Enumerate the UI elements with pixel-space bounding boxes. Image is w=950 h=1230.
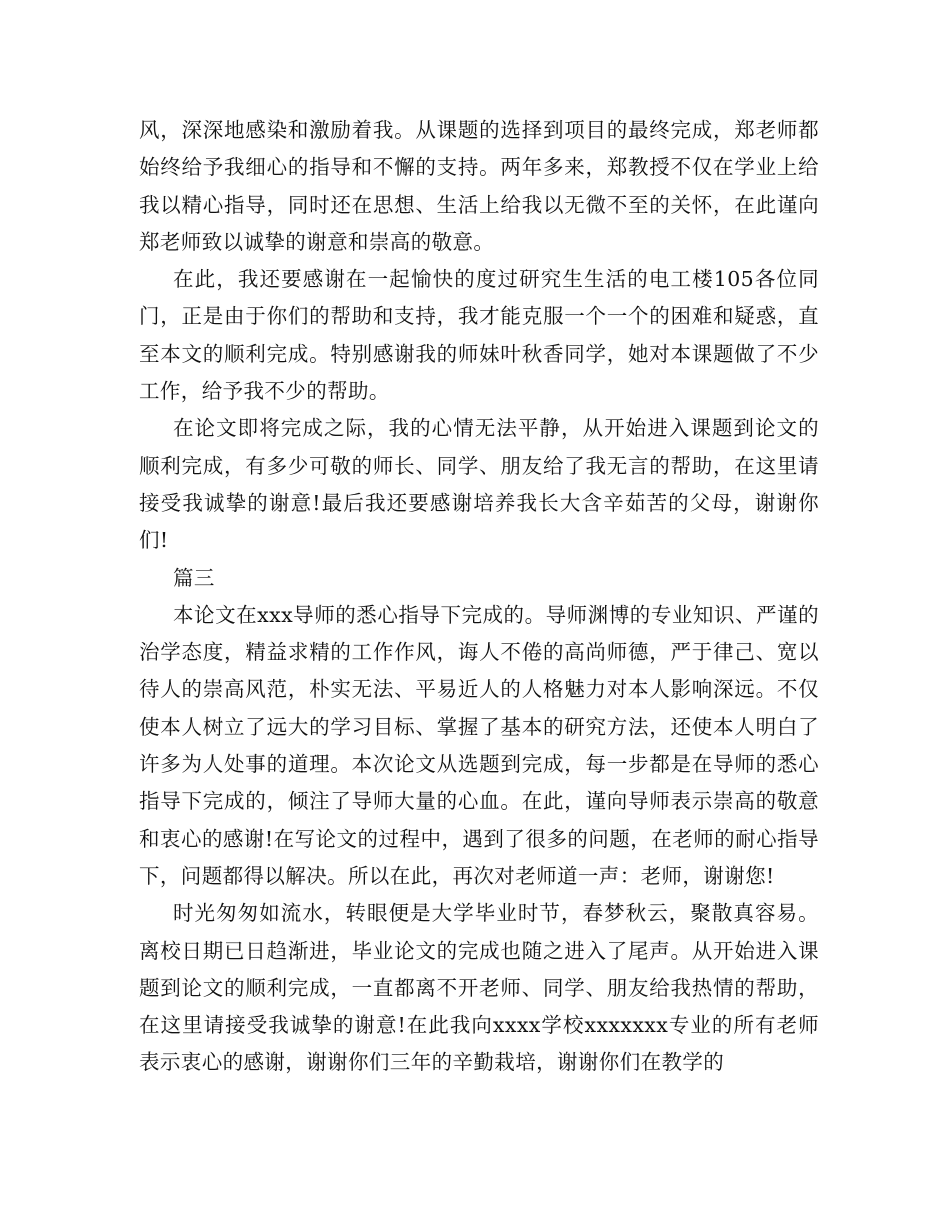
paragraph-continuation: 风，深深地感染和激励着我。从课题的选择到项目的最终完成，郑老师都始终给予我细心的指导和不懈的支持。两年多来，郑教授不仅在学业上给我以精心指导，同时还在思想、生活上给我以无微不至的关怀，在此谨向郑老师致以诚挚的谢意和崇高的敬意。 bbox=[139, 118, 819, 254]
document-page bbox=[139, 112, 819, 1082]
paragraph-thanks-advisor: 本论文在xxx导师的悉心指导下完成的。导师渊博的专业知识、严谨的治学态度，精益求精的工作作风，诲人不倦的高尚师德，严于律己、宽以待人的崇高风范，朴实无法、平易近人的人格魅力对本人影响深远。不仅使本人树立了远大的学习目标、掌握了基本的研究方法，还使本人明白了许多为人处事的道理。本次论文从选题到完成，每一步都是在导师的悉心指导下完成的，倾注了导师大量的心血。在此，谨向导师表示崇高的敬意和衷心的感谢!在写论文的过程中，遇到了很多的问题，在老师的耐心指导下，问题都得以解决。所以在此，再次对老师道一声：老师，谢谢您! bbox=[139, 602, 819, 888]
paragraph-graduation: 时光匆匆如流水，转眼便是大学毕业时节，春梦秋云，聚散真容易。离校日期已日趋渐进，毕业论文的完成也随之进入了尾声。从开始进入课题到论文的顺利完成，一直都离不开老师、同学、朋友给我热情的帮助，在这里请接受我诚挚的谢意!在此我向xxxx学校xxxxxxx专业的所有老师表示衷心的感谢，谢谢你们三年的辛勤栽培，谢谢你们在教学的 bbox=[139, 901, 819, 1075]
paragraph-thanks-parents: 在论文即将完成之际，我的心情无法平静，从开始进入课题到论文的顺利完成，有多少可敬的师长、同学、朋友给了我无言的帮助，在这里请接受我诚挚的谢意!最后我还要感谢培养我长大含辛茹苦的父母，谢谢你们! bbox=[139, 416, 819, 553]
section-heading: 篇三 bbox=[173, 565, 215, 590]
paragraph-thanks-classmates: 在此，我还要感谢在一起愉快的度过研究生生活的电工楼105各位同门，正是由于你们的帮助和支持，我才能克服一个一个的困难和疑惑，直至本文的顺利完成。特别感谢我的师妹叶秋香同学，她对本课题做了不少工作，给予我不少的帮助。 bbox=[139, 267, 819, 404]
